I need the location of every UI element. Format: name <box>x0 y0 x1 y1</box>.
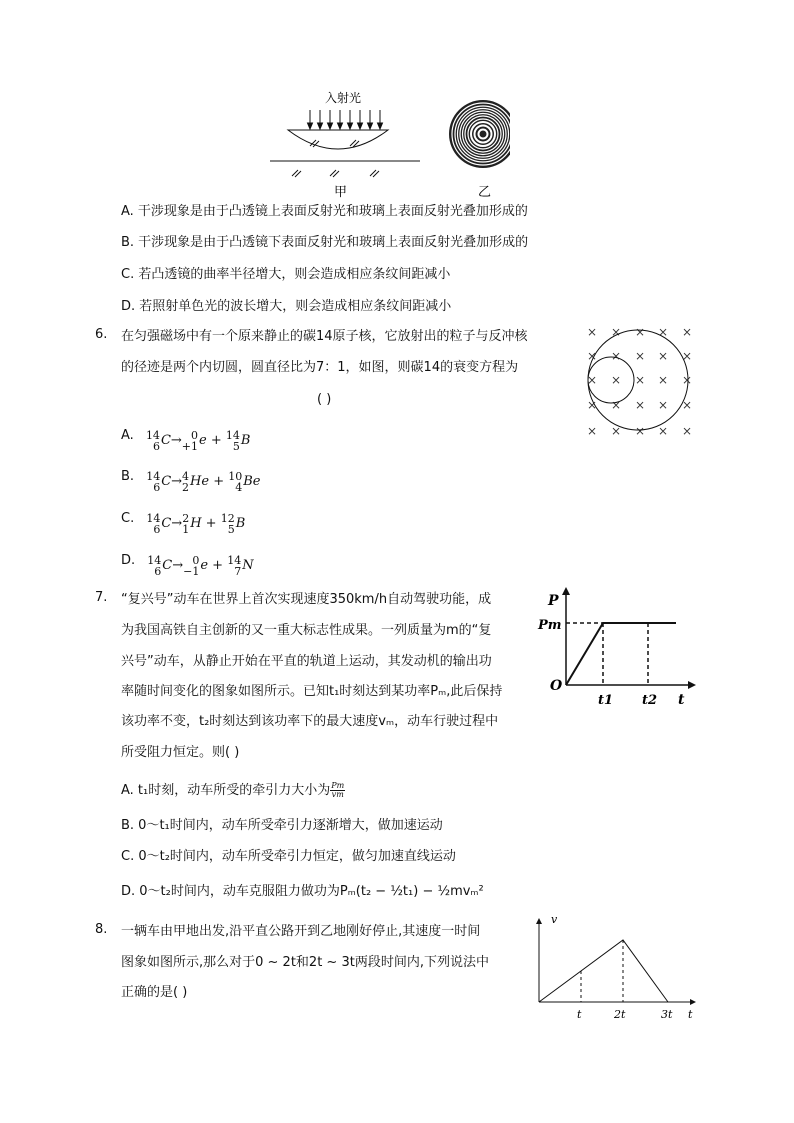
arrow-head <box>308 123 313 129</box>
t-tick-label: t <box>577 1008 582 1021</box>
arrow-head <box>368 123 373 129</box>
arrow-head <box>348 123 353 129</box>
q5-option-c[interactable]: C. 若凸透镜的曲率半径增大，则会造成相应条纹间距减小 <box>121 267 451 282</box>
q6-text-line1: 在匀强磁场中有一个原来静止的碳14原子核，它放射出的粒子与反冲核 <box>121 329 528 344</box>
field-cross: × <box>658 325 669 339</box>
q5-option-a[interactable]: A. 干涉现象是由于凸透镜上表面反射光和玻璃上表面反射光叠加形成的 <box>121 204 528 219</box>
field-cross: × <box>635 349 646 363</box>
convex-lens <box>288 130 388 149</box>
ring-center <box>481 132 485 136</box>
p-axis-label: P <box>548 593 559 609</box>
q6-number: 6. <box>95 327 108 342</box>
field-cross: × <box>587 325 598 339</box>
q7-number: 7. <box>95 590 108 605</box>
arrow-head <box>328 123 333 129</box>
field-cross: × <box>635 398 646 412</box>
pm-label: Pm <box>538 618 562 633</box>
q6-option-b[interactable]: B. 14 6 C→ 4 2 He + 10 4 Be <box>121 469 261 494</box>
field-cross: × <box>587 349 598 363</box>
q8-text-line1: 一辆车由甲地出发,沿平直公路开到乙地刚好停止,其速度一时间 <box>121 924 481 939</box>
q7-option-a[interactable]: A. t₁时刻，动车所受的牵引力大小为 $\frac{Pm}{vm}$ <box>121 781 345 799</box>
q7-text-line6: 所受阻力恒定。则( ) <box>121 745 240 760</box>
q7-text-line3: 兴号”动车，从静止开始在平直的轨道上运动，其发动机的输出功 <box>121 654 492 669</box>
q5-option-d[interactable]: D. 若照射单色光的波长增大，则会造成相应条纹间距减小 <box>121 299 452 314</box>
v-axis-label: v <box>551 913 558 926</box>
q6-option-a[interactable]: A. 14 6 C→ 0 +1 e + 14 5 B <box>121 428 251 453</box>
newton-rings-figure <box>270 88 510 203</box>
q7-text-line1: “复兴号”动车在世界上首次实现速度350km/h自动驾驶功能，成 <box>121 592 492 607</box>
t-axis-label: t <box>678 692 685 708</box>
decay-equation-d: 14 6 C→ 0 −1 e + 14 7 N <box>147 554 254 578</box>
q7-text-line4: 率随时间变化的图象如图所示。已知t₁时刻达到某功率Pₘ,此后保持 <box>121 684 503 699</box>
q8-text-line2: 图象如图所示,那么对于0 ~ 2t和2t ~ 3t两段时间内,下列说法中 <box>121 955 489 970</box>
q8-number: 8. <box>95 922 108 937</box>
3t-tick-label: 3t <box>661 1008 673 1021</box>
field-cross: × <box>658 349 669 363</box>
field-cross: × <box>658 373 669 387</box>
q6-answer-bracket: ( ) <box>317 392 332 407</box>
label-jia: 甲 <box>334 185 348 200</box>
q6-option-c[interactable]: C. 14 6 C→ 2 1 H + 12 5 B <box>121 511 246 536</box>
t2-label: t2 <box>642 693 658 708</box>
field-cross: × <box>635 325 646 339</box>
power-time-graph <box>536 585 696 710</box>
2t-tick-label: 2t <box>614 1008 626 1021</box>
field-cross: × <box>611 325 622 339</box>
label-yi: 乙 <box>478 185 492 200</box>
arrow-head <box>338 123 343 129</box>
field-cross: × <box>635 373 646 387</box>
field-cross: × <box>635 424 646 438</box>
q6-text-line2: 的径迹是两个内切圆，圆直径比为7：1，如图，则碳14的衰变方程为 <box>121 360 519 375</box>
field-cross: × <box>658 398 669 412</box>
q6-option-d[interactable]: D. 14 6 C→ 0 −1 e + 14 7 N <box>121 553 254 578</box>
q8-text-line3: 正确的是( ) <box>121 985 188 1000</box>
velocity-curve <box>539 940 668 1002</box>
t1-label: t1 <box>598 693 614 708</box>
field-cross: × <box>587 424 598 438</box>
field-cross: × <box>682 373 693 387</box>
t-axis-label: t <box>688 1008 693 1021</box>
newton-rings-pattern <box>449 100 510 168</box>
decay-equation-c: 14 6 C→ 2 1 H + 12 5 B <box>146 512 246 536</box>
pm-over-vm: $\frac{Pm}{vm}$ <box>331 781 345 799</box>
field-cross: × <box>682 325 693 339</box>
magnetic-field-figure <box>578 318 700 440</box>
incident-arrows <box>308 110 383 129</box>
origin-label: O <box>550 678 563 694</box>
incident-light-label: 入射光 <box>325 91 362 105</box>
power-curve <box>566 623 676 685</box>
field-cross: × <box>682 424 693 438</box>
field-cross: × <box>611 373 622 387</box>
arrow-head <box>358 123 363 129</box>
field-cross: × <box>611 424 622 438</box>
q7-option-c[interactable]: C. 0～t₂时间内，动车所受牵引力恒定，做匀加速直线运动 <box>121 849 456 864</box>
field-cross: × <box>611 398 622 412</box>
field-cross: × <box>682 349 693 363</box>
decay-equation-a: 14 6 C→ 0 +1 e + 14 5 B <box>145 429 251 453</box>
arrow-head <box>378 123 383 129</box>
q7-option-d[interactable]: D. 0～t₂时间内，动车克服阻力做功为Pₘ(t₂ − ½t₁) − ½mvₘ² <box>121 884 484 899</box>
field-cross: × <box>658 424 669 438</box>
decay-equation-b: 14 6 C→ 4 2 He + 10 4 Be <box>146 470 261 494</box>
field-cross: × <box>611 349 622 363</box>
q5-option-b[interactable]: B. 干涉现象是由于凸透镜下表面反射光和玻璃上表面反射光叠加形成的 <box>121 235 529 250</box>
velocity-time-graph <box>530 910 700 1025</box>
field-crosses <box>587 325 692 438</box>
field-cross: × <box>587 398 598 412</box>
arrow-head <box>318 123 323 129</box>
q7-text-line5: 该功率不变，t₂时刻达到该功率下的最大速度vₘ，动车行驶过程中 <box>121 714 499 729</box>
hatch-marks <box>292 140 379 177</box>
field-cross: × <box>587 373 598 387</box>
q7-option-b[interactable]: B. 0～t₁时间内，动车所受牵引力逐渐增大，做加速运动 <box>121 818 443 833</box>
q7-text-line2: 为我国高铁自主创新的又一重大标志性成果。一列质量为m的“复 <box>121 623 492 638</box>
field-cross: × <box>682 398 693 412</box>
